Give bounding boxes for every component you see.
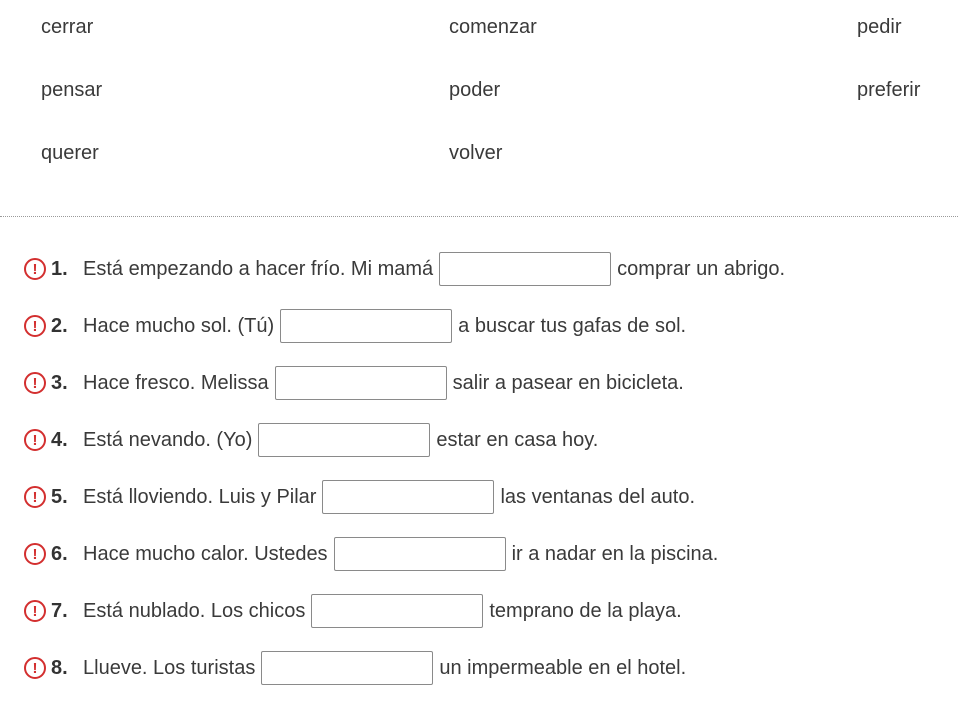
question-text-after: salir a pasear en bicicleta.	[452, 371, 684, 394]
question-row	[24, 537, 718, 571]
answer-input[interactable]	[322, 480, 494, 514]
question-text-before: Hace fresco. Melissa	[83, 371, 269, 394]
answer-input[interactable]	[261, 651, 433, 685]
question-text-after: las ventanas del auto.	[500, 485, 696, 508]
question-text-before: Hace mucho calor. Ustedes	[83, 542, 328, 565]
word-bank-item: querer	[41, 142, 99, 164]
question-row	[24, 423, 598, 457]
question-text-before: Llueve. Los turistas	[83, 656, 256, 679]
answer-input[interactable]	[275, 366, 447, 400]
word-bank-item: preferir	[857, 79, 921, 101]
exclamation-circle-icon: !	[24, 657, 46, 679]
exclamation-circle-icon: !	[24, 429, 46, 451]
question-text-after: comprar un abrigo.	[617, 257, 786, 280]
word-bank-item: pedir	[857, 16, 902, 38]
question-number: 5.	[51, 485, 68, 508]
question-number: 3.	[51, 371, 68, 394]
question-text-after: un impermeable en el hotel.	[439, 656, 687, 679]
answer-input[interactable]	[334, 537, 506, 571]
word-bank-item: cerrar	[41, 16, 94, 38]
word-bank-item: pensar	[41, 79, 103, 101]
question-row	[24, 651, 686, 685]
question-row	[24, 252, 785, 286]
question-number: 1.	[51, 257, 68, 280]
word-bank-item: poder	[449, 79, 501, 101]
question-number: 6.	[51, 542, 68, 565]
question-text-before: Está lloviendo. Luis y Pilar	[83, 485, 317, 508]
exclamation-circle-icon: !	[24, 315, 46, 337]
divider	[0, 216, 958, 217]
exclamation-circle-icon: !	[24, 258, 46, 280]
question-number: 4.	[51, 428, 68, 451]
question-text-after: a buscar tus gafas de sol.	[458, 314, 687, 337]
question-text-before: Está empezando a hacer frío. Mi mamá	[83, 257, 434, 280]
exclamation-circle-icon: !	[24, 372, 46, 394]
exclamation-circle-icon: !	[24, 600, 46, 622]
question-text-before: Está nevando. (Yo)	[83, 428, 253, 451]
exclamation-circle-icon: !	[24, 486, 46, 508]
question-row	[24, 594, 682, 628]
question-text-before: Hace mucho sol. (Tú)	[83, 314, 275, 337]
exclamation-circle-icon: !	[24, 543, 46, 565]
word-bank-item: comenzar	[449, 16, 537, 38]
answer-input[interactable]	[280, 309, 452, 343]
answer-input[interactable]	[439, 252, 611, 286]
question-row	[24, 480, 695, 514]
question-number: 2.	[51, 314, 68, 337]
question-number: 8.	[51, 656, 68, 679]
question-number: 7.	[51, 599, 68, 622]
word-bank	[0, 0, 958, 217]
word-bank-item: volver	[449, 142, 503, 164]
question-text-after: temprano de la playa.	[489, 599, 682, 622]
question-text-before: Está nublado. Los chicos	[83, 599, 306, 622]
question-text-after: ir a nadar en la piscina.	[511, 542, 719, 565]
answer-input[interactable]	[311, 594, 483, 628]
question-text-after: estar en casa hoy.	[436, 428, 599, 451]
question-row	[24, 366, 684, 400]
answer-input[interactable]	[258, 423, 430, 457]
question-row	[24, 309, 686, 343]
